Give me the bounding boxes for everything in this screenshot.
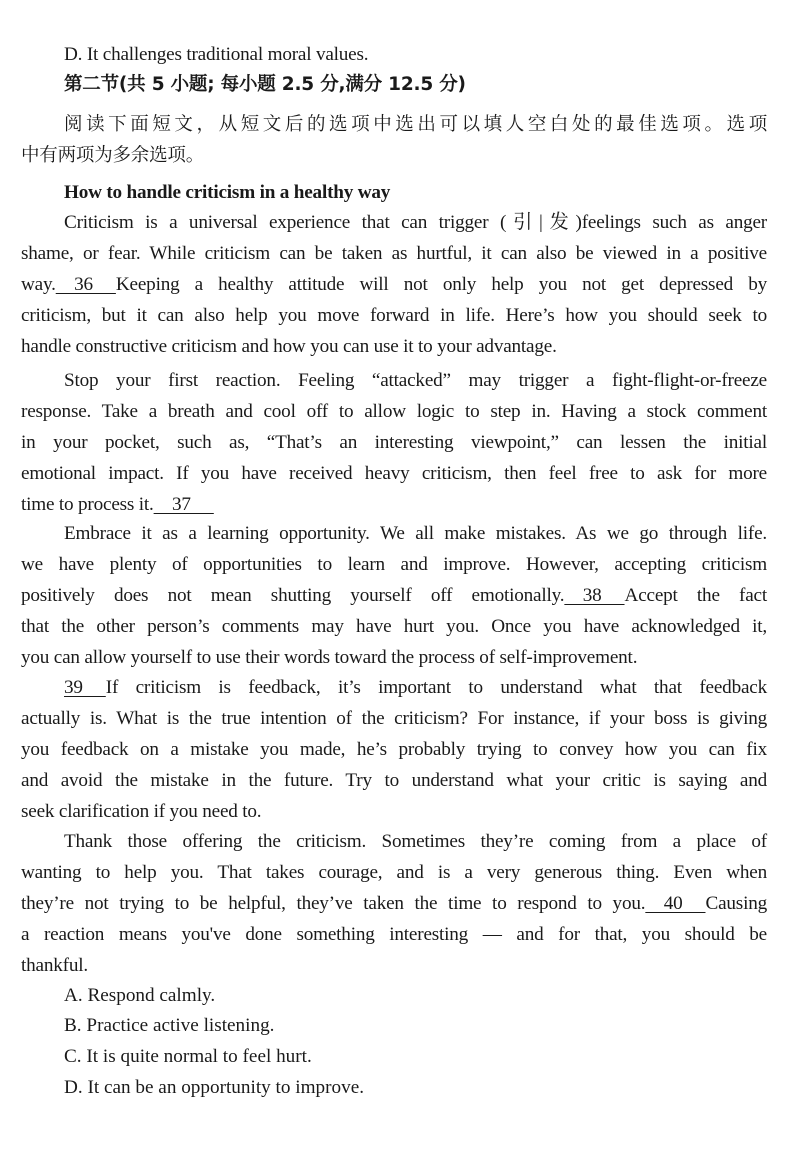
paragraph-line [21,861,767,885]
answer-blank-40: 40 [645,893,706,914]
answer-blank-36: 36 [55,274,116,295]
line-text: Causing [705,893,767,914]
line-text: Keeping a healthy attitude will not only help you not get depressed by [115,274,767,295]
paragraph-line [21,553,767,577]
option-b: B. Practice active listening. [64,1015,275,1036]
answer-blank-37: 37 [153,494,214,515]
line-text: Embrace it as a learning opportunity. We all make mistakes. As we go through life. [64,523,767,544]
paragraph-line [21,273,767,297]
section-heading: 第二节(共 5 小题; 每小题 2.5 分,满分 12.5 分) [64,74,466,95]
answer-blank-38: 38 [564,585,625,606]
line-text: you can allow yourself to use their words toward the process of self-improvement. [21,647,638,668]
line-text: emotional impact. If you have received heavy criticism, then feel free to ask for more [21,463,767,484]
paragraph-line [21,584,767,608]
paragraph-line [21,923,767,947]
line-text: they’re not trying to be helpful, they’ve taken the time to respond to you. [21,893,646,914]
paragraph-line [64,522,767,546]
line-text: positively does not mean shutting yourself off emotionally. [21,585,565,606]
line-text: seek clarification if you need to. [21,801,262,822]
line-text: actually is. What is the true intention of the criticism? For instance, if your boss is giving [21,708,767,729]
option-c: C. It is quite normal to feel hurt. [64,1046,312,1067]
option-d: D. It can be an opportunity to improve. [64,1077,365,1098]
paragraph-line [21,304,767,328]
paragraph-line [21,800,767,824]
line-text: If criticism is feedback, it’s important to understand what that feedback [105,677,767,698]
line-text: criticism, but it can also help you move forward in life. Here’s how you should seek to [21,305,767,326]
paragraph-line [64,676,767,700]
paragraph-line [21,493,767,517]
paragraph-line [21,400,767,424]
paragraph-line [21,769,767,793]
line-text: wanting to help you. That takes courage, and is a very generous thing. Even when [21,862,767,883]
paragraph-line [21,462,767,486]
paragraph-line [21,646,767,670]
line-text: way. [21,274,56,295]
paragraph-line [21,892,767,916]
paragraph-line [64,369,767,393]
line-text: and avoid the mistake in the future. Try to understand what your critic is saying and [21,770,767,791]
paragraph-line [21,738,767,762]
line-text: Thank those offering the criticism. Sometimes they’re coming from a place of [64,831,767,852]
paragraph-line [21,954,767,978]
line-text: in your pocket, such as, “That’s an interesting viewpoint,” can lessen the initial [21,432,767,453]
line-text: shame, or fear. While criticism can be taken as hurtful, it can also be viewed in a positive [21,243,767,264]
paragraph-line [21,431,767,455]
option-a: A. Respond calmly. [64,985,216,1006]
line-text: Accept the fact [624,585,767,606]
line-text: thankful. [21,955,88,976]
line-text: we have plenty of opportunities to learn and improve. However, accepting criticism [21,554,767,575]
paragraph-line [21,615,767,639]
instructions-line-2: 中有两项为多余选项。 [21,145,205,166]
paragraph-line [21,707,767,731]
line-text: that the other person’s comments may have hurt you. Once you have acknowledged it, [21,616,767,637]
line-text: handle constructive criticism and how you can use it to your advantage. [21,336,557,357]
instructions-line-1: 阅读下面短文，从短文后的选项中选出可以填人空白处的最佳选项。选项 [64,114,767,135]
line-text: Criticism is a universal experience that can trigger (引|发)feelings such as anger [64,212,767,233]
paragraph-line [64,211,767,235]
line-text: you feedback on a mistake you made, he’s probably trying to convey how you can fix [21,739,767,760]
line-text: time to process it. [21,494,154,515]
line-text: response. Take a breath and cool off to allow logic to step in. Having a stock comment [21,401,767,422]
line-text: a reaction means you've done something interesting — and for that, you should be [21,924,767,945]
paragraph-line [21,335,767,359]
paragraph-line [64,830,767,854]
line-text: Stop your first reaction. Feeling “attacked” may trigger a fight-flight-or-freeze [64,370,767,391]
paragraph-line [21,242,767,266]
previous-option-d: D. It challenges traditional moral values. [64,44,369,65]
passage-title: How to handle criticism in a healthy way [64,182,391,203]
answer-blank-39: 39 [64,677,106,698]
